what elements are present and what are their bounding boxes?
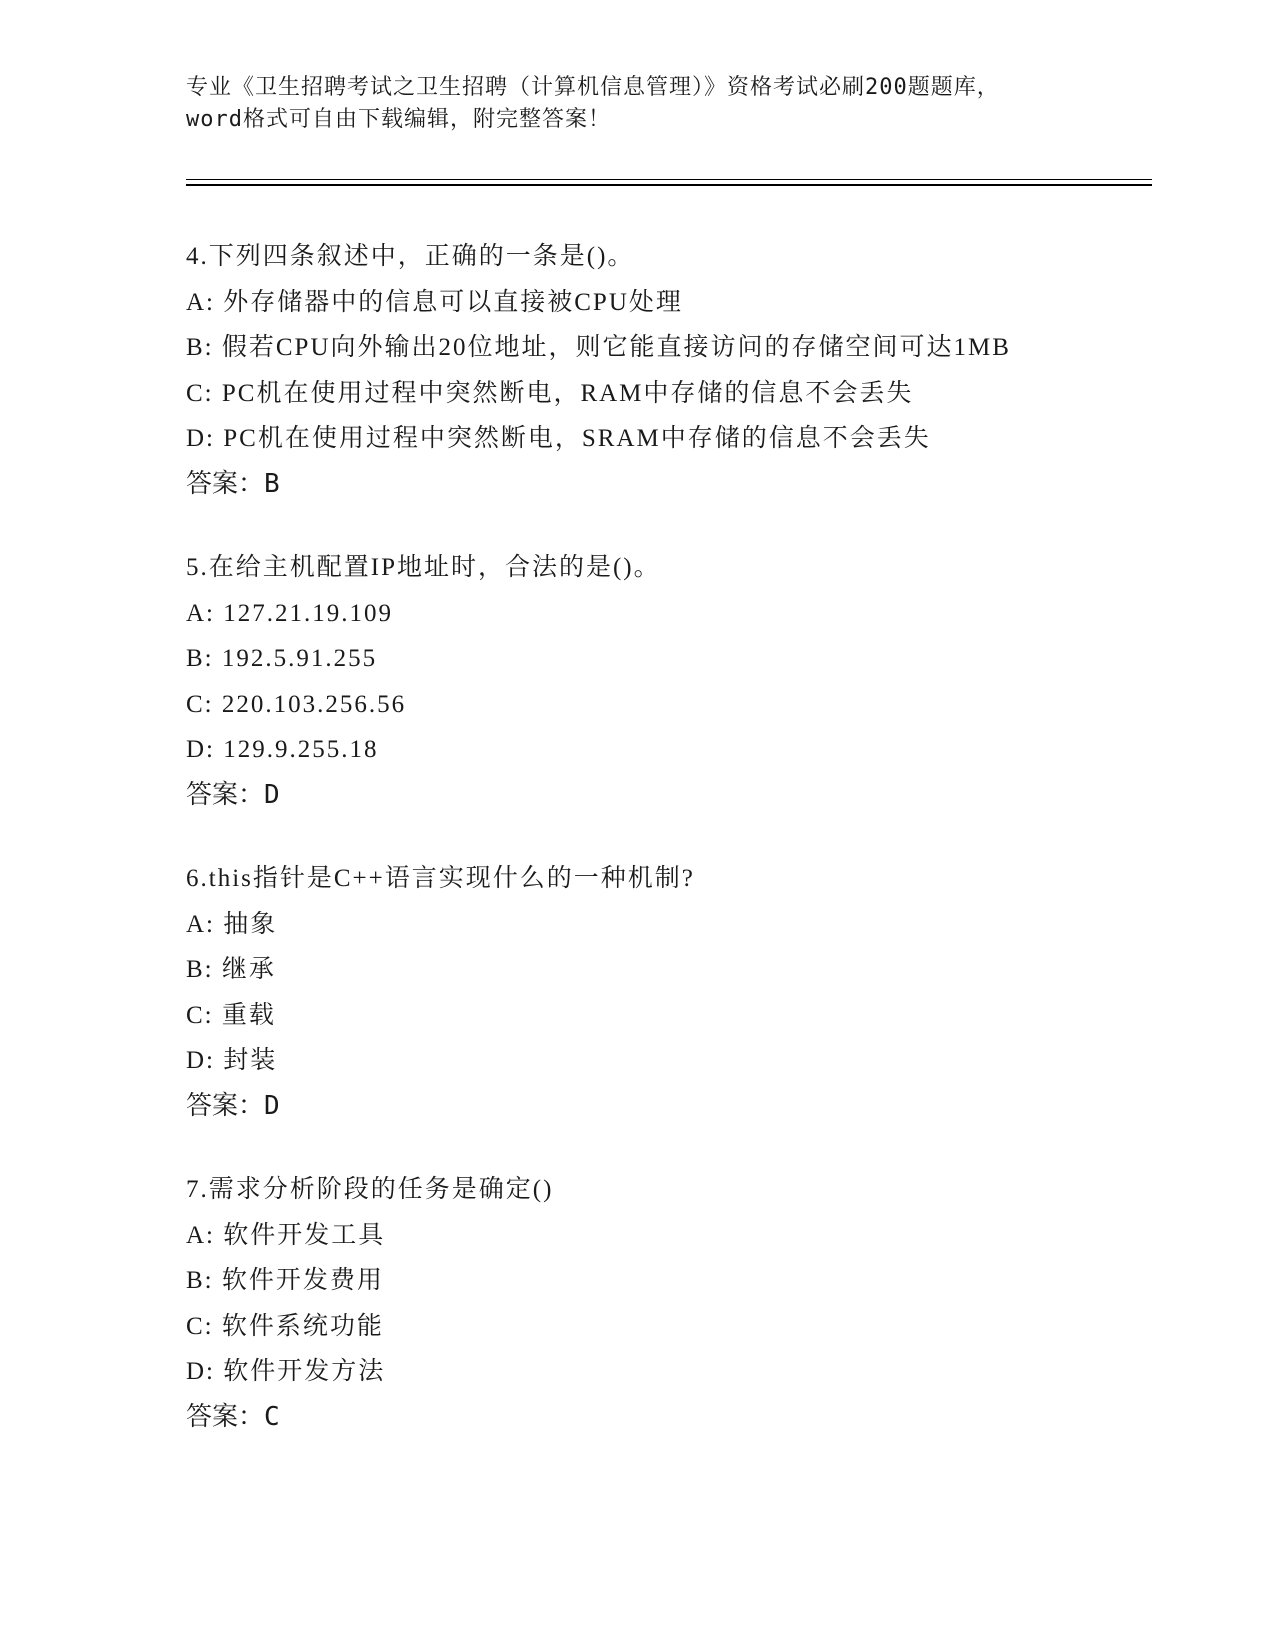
question-5	[186, 545, 1146, 818]
option-c: C: 软件系统功能	[186, 1312, 384, 1340]
answer-line: 答案：D	[186, 1090, 280, 1121]
option-c: C: PC机在使用过程中突然断电，RAM中存储的信息不会丢失	[186, 379, 914, 407]
answer-line: 答案：B	[186, 468, 280, 499]
option-d: D: PC机在使用过程中突然断电，SRAM中存储的信息不会丢失	[186, 425, 931, 452]
question-7	[186, 1167, 1146, 1440]
question-stem: 7.需求分析阶段的任务是确定()	[186, 1176, 554, 1203]
question-stem: 6.this指针是C++语言实现什么的一种机制?	[186, 865, 695, 892]
option-d: D: 封装	[186, 1047, 278, 1074]
document-header	[186, 72, 1086, 136]
header-title-line-1: 专业《卫生招聘考试之卫生招聘（计算机信息管理）》资格考试必刷200题题库，	[186, 75, 1000, 100]
option-d: D: 129.9.255.18	[186, 736, 379, 763]
option-b: B: 软件开发费用	[186, 1267, 384, 1294]
option-c: C: 220.103.256.56	[186, 690, 407, 718]
option-a: A: 外存储器中的信息可以直接被CPU处理	[186, 288, 683, 316]
question-6	[186, 856, 1146, 1129]
question-4	[186, 234, 1146, 507]
option-b: B: 继承	[186, 956, 276, 983]
header-divider-bottom	[186, 184, 1152, 186]
option-a: A: 抽象	[186, 910, 278, 938]
option-b: B: 假若CPU向外输出20位地址，则它能直接访问的存储空间可达1MB	[186, 334, 1011, 361]
option-d: D: 软件开发方法	[186, 1358, 386, 1385]
option-a: A: 软件开发工具	[186, 1221, 386, 1249]
option-a: A: 127.21.19.109	[186, 599, 393, 627]
question-list	[186, 234, 1146, 1478]
header-divider-top	[186, 179, 1152, 180]
question-stem: 5.在给主机配置IP地址时，合法的是()。	[186, 554, 661, 581]
option-b: B: 192.5.91.255	[186, 645, 378, 672]
header-title-line-2: word格式可自由下载编辑，附完整答案！	[186, 107, 611, 132]
answer-line: 答案：D	[186, 779, 280, 810]
question-stem: 4.下列四条叙述中，正确的一条是()。	[186, 243, 635, 270]
option-c: C: 重载	[186, 1001, 276, 1029]
answer-line: 答案：C	[186, 1401, 280, 1432]
